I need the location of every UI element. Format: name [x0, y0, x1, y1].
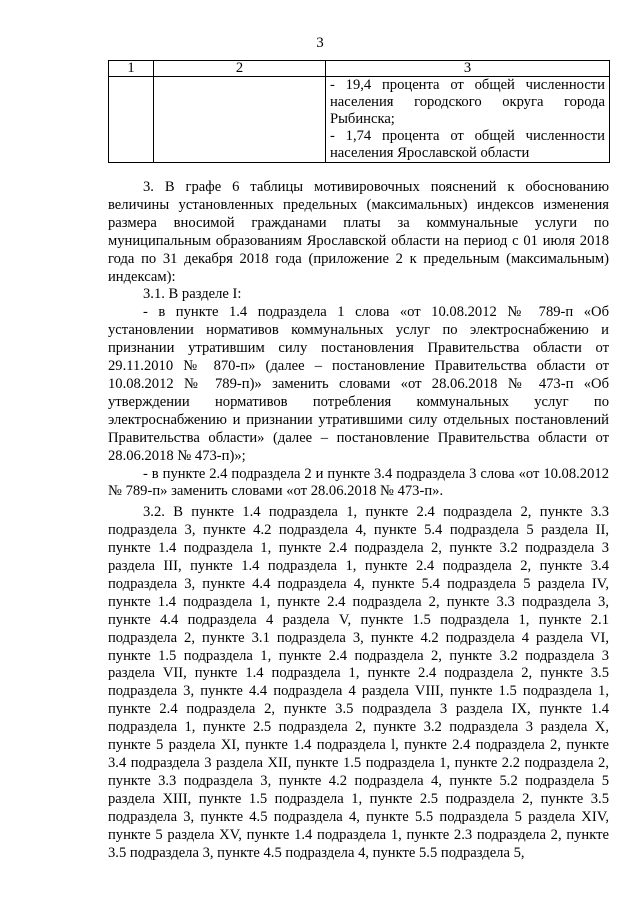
table-header-cell: 2: [154, 61, 326, 77]
table-cell-line: - 19,4 процента от общей численности: [330, 77, 605, 93]
table-cell-empty: [109, 77, 154, 163]
paragraph-3-1-item-2: - в пункте 2.4 подраздела 2 и пункте 3.4 подраздела 3 слова «от 10.08.2012 № 789-п» заменить словами «от 28.06.2018 № 473-п».: [108, 465, 609, 500]
continuation-table: [108, 60, 610, 163]
document-body: [108, 179, 609, 862]
table-header-cell: 3: [326, 61, 610, 77]
table-header-cell: 1: [109, 61, 154, 77]
paragraph-3-1-item-1: - в пункте 1.4 подраздела 1 слова «от 10.08.2012 № 789-п «Об установлении нормативов коммунальных услуг по электроснабжению и признании утратившим силу постановления Правительства области от 29.11.2010 № 870-п» (далее – постановление Правительства области от 10.08.2012 № 789-п)» заменить словами «от 28.06.2018 № 473-п «Об утверждении нормативов потребления коммунальных услуг по электроснабжению и признании утратившими силу отдельных постановлений Правительства области» (далее – постановление Правительства области от 28.06.2018 № 473-п)»;: [108, 304, 609, 464]
paragraph-3-2: 3.2. В пункте 1.4 подраздела 1, пункте 2.4 подраздела 2, пункте 3.3 подраздела 3, пункте 4.2 подраздела 4, пункте 5.4 подраздела 5 раздела II, пункте 1.4 подраздела 1, пункте 2.4 подраздела 2, пункте 3.2 подраздела 3 раздела III, пункте 1.4 подраздела 1, пункте 2.4 подраздела 2, пункте 3.4 подраздела 3, пункте 4.4 подраздела 4, пункте 5.4 подраздела 5 раздела IV, пункте 1.4 подраздела 1, пункте 2.4 подраздела 2, пункте 3.3 подраздела 3, пункте 4.4 подраздела 4 раздела V, пункте 1.5 подраздела 1, пункте 2.1 подраздела 2, пункте 3.1 подраздела 3, пункте 4.2 подраздела 4 раздела VI, пункте 1.5 подраздела 1, пункте 2.4 подраздела 2, пункте 3.2 подраздела 3 раздела VII, пункте 1.4 подраздела 1, пункте 2.4 подраздела 2, пункте 3.5 подраздела 3, пункте 4.4 подраздела 4 раздела VIII, пункте 1.5 подраздела 1, пункте 2.4 подраздела 2, пункте 3.5 подраздела 3 раздела IX, пункте 1.4 подраздела 1, пункте 2.5 подраздела 2, пункте 3.2 подраздела 3 раздела X, пункте 5 раздела XI, пункте 1.4 подраздела l, пункте 2.4 подраздела 2, пункте 3.4 подраздела 3 раздела XII, пункте 1.5 подраздела 1, пункте 2.2 подраздела 2, пункте 3.3 подраздела 3, пункте 4.2 подраздела 4, пункте 5.2 подраздела 5 раздела XIII, пункте 1.5 подраздела 1, пункте 2.5 подраздела 2, пункте 3.5 подраздела 3, пункте 4.5 подраздела 4, пункте 5.5 подраздела 5 раздела XIV, пункте 5 раздела XV, пункте 1.4 подраздела 1, пункте 2.3 подраздела 2, пункте 3.5 подраздела 3, пункте 4.5 подраздела 4, пункте 5.5 подраздела 5,: [108, 504, 609, 861]
table-row: [109, 77, 610, 163]
paragraph-3-1-heading: 3.1. В разделе I:: [143, 286, 242, 303]
paragraph-3: 3. В графе 6 таблицы мотивировочных пояснений к обоснованию величины установленных предельных (максимальных) индексов изменения размера вносимой гражданами платы за коммунальные услуги по муниципальным образованиям Ярославской области на период с 01 июля 2018 года по 31 декабря 2018 года (приложение 2 к предельным (максимальным) индексам):: [108, 179, 609, 285]
table-header-row: [109, 61, 610, 77]
table-cell-line: населения Ярославской области: [330, 145, 530, 161]
table-cell-line: Рыбинска;: [330, 111, 395, 127]
page-number: 3: [316, 35, 324, 51]
table-cell-text: [326, 77, 610, 163]
table-cell-empty: [154, 77, 326, 163]
table-cell-line: населения городского округа города: [330, 94, 605, 110]
table-cell-line: - 1,74 процента от общей численности: [330, 128, 605, 144]
